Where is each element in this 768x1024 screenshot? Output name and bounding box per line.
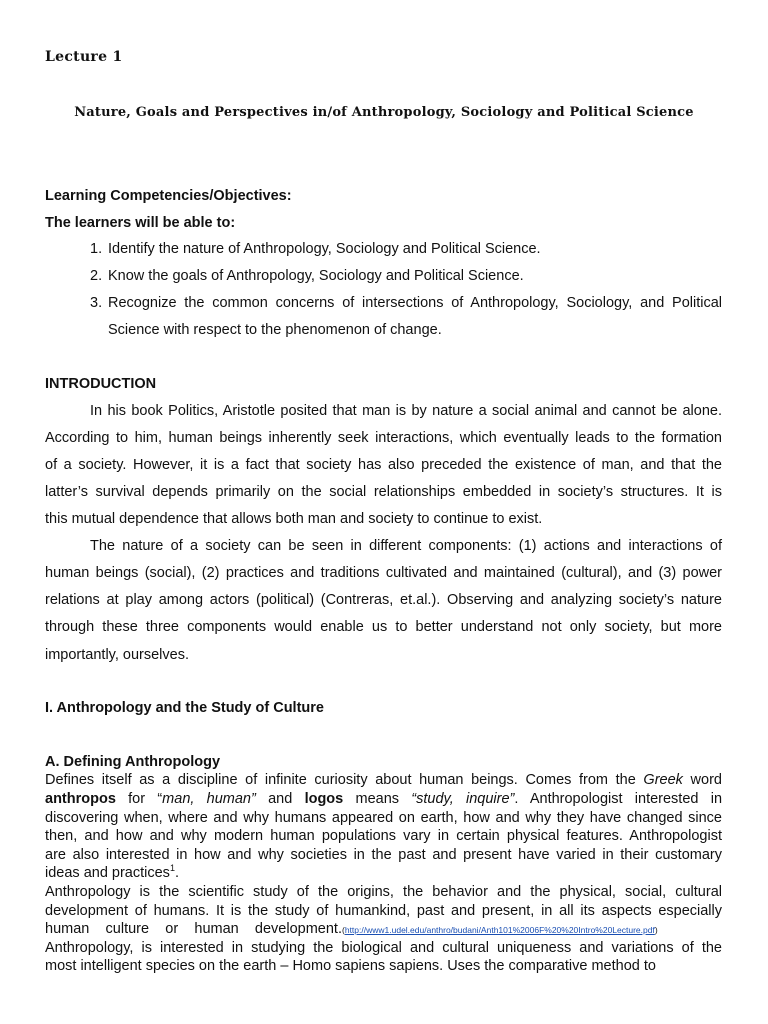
term-logos: logos xyxy=(304,791,344,807)
paren-open: ( xyxy=(342,925,345,935)
objective-number: 2. xyxy=(90,268,103,284)
objective-item xyxy=(90,266,722,286)
definition-line: then, and how and why modern human populations vary in certain physical features. Anthropologist xyxy=(45,828,722,844)
paren-close: ) xyxy=(654,925,658,935)
intro-paragraph-line: this mutual dependence that allows both man and society to continue to exist. xyxy=(45,511,543,527)
objective-item xyxy=(90,293,722,313)
objective-text: Identify the nature of Anthropology, Sociology and Political Science. xyxy=(108,241,541,257)
definition-line: most intelligent species on the earth – Homo sapiens sapiens. Uses the comparative method to xyxy=(45,958,656,974)
objective-text: Know the goals of Anthropology, Sociology and Political Science. xyxy=(108,268,524,284)
objective-text: Recognize the common concerns of intersections of Anthropology, Sociology, and Political xyxy=(108,295,722,311)
greek-word: Greek xyxy=(643,772,683,788)
definition-line: Anthropology, is interested in studying the biological and cultural uniqueness and variations of the xyxy=(45,939,722,956)
text-span: human culture or human development. xyxy=(45,921,342,937)
intro-paragraph-line: latter’s survival depends primarily on the social relationships embedded in society’s structures. It is xyxy=(45,484,722,500)
objective-text-continued: Science with respect to the phenomenon of change. xyxy=(108,322,442,338)
text-span: ideas and practices xyxy=(45,865,170,881)
meaning-man: man, human” xyxy=(162,791,256,807)
term-anthropos: anthropos xyxy=(45,791,116,807)
definition-line: development of humans. It is the study of humankind, past and present, in all its aspects especially xyxy=(45,902,722,919)
introduction-heading: INTRODUCTION xyxy=(45,376,157,392)
text-span: and xyxy=(255,791,305,807)
intro-paragraph-line: through these three components would enable us to better understand not only society, but more xyxy=(45,619,722,635)
subsection-heading: A. Defining Anthropology xyxy=(45,754,221,770)
lecture-label: Lecture 1 xyxy=(45,49,123,65)
footnote-marker[interactable]: 1 xyxy=(169,863,175,874)
intro-paragraph-line: of a society. However, it is a fact that society has also preceded the existence of man, and that the xyxy=(45,457,722,473)
objective-number: 1. xyxy=(90,241,103,257)
text-span: for “ xyxy=(115,791,163,807)
intro-paragraph-line: The nature of a society can be seen in different components: (1) actions and interactions of xyxy=(90,538,722,554)
objectives-subheading: The learners will be able to: xyxy=(45,215,236,231)
text-span: Defines itself as a discipline of infinite curiosity about human beings. Comes from the xyxy=(45,772,644,788)
text-span: . Anthropologist interested in xyxy=(514,791,723,807)
intro-paragraph-line: In his book Politics, Aristotle posited that man is by nature a social animal and cannot be alone. xyxy=(90,403,722,419)
intro-paragraph-line: According to him, human beings inherently seek interactions, which eventually leads to the formation xyxy=(45,430,722,446)
document-title: Nature, Goals and Perspectives in/of Anthropology, Sociology and Political Science xyxy=(74,105,694,120)
intro-paragraph-line: human beings (social), (2) practices and traditions cultivated and maintained (cultural), and (3) power xyxy=(45,565,722,581)
text-span: word xyxy=(682,772,722,788)
objective-number: 3. xyxy=(90,295,103,311)
source-link[interactable]: http://www1.udel.edu/anthro/budani/Anth101%2006F%20%20Intro%20Lecture.pdf xyxy=(344,925,655,935)
intro-paragraph-line: importantly, ourselves. xyxy=(45,647,189,663)
intro-paragraph-line: relations at play among actors (political) (Contreras, et.al.). Observing and analyzing society’s nature xyxy=(45,592,722,608)
definition-line xyxy=(45,920,722,940)
definition-line xyxy=(45,864,722,883)
definition-line: discovering when, where and why humans appeared on earth, how and why they have changed since xyxy=(45,809,722,826)
text-span: means xyxy=(343,791,412,807)
section-heading: I. Anthropology and the Study of Culture xyxy=(45,700,324,716)
objective-item xyxy=(90,239,722,259)
definition-line: Anthropology is the scientific study of the origins, the behavior and the physical, social, cultural xyxy=(45,884,722,900)
text-span: . xyxy=(174,865,179,881)
meaning-study: “study, inquire” xyxy=(411,791,515,807)
definition-line: are also interested in how and why societies in the past and present have varied in their customary xyxy=(45,846,722,863)
definition-line xyxy=(45,790,722,809)
definition-line xyxy=(45,771,722,790)
objectives-heading: Learning Competencies/Objectives: xyxy=(45,188,292,204)
